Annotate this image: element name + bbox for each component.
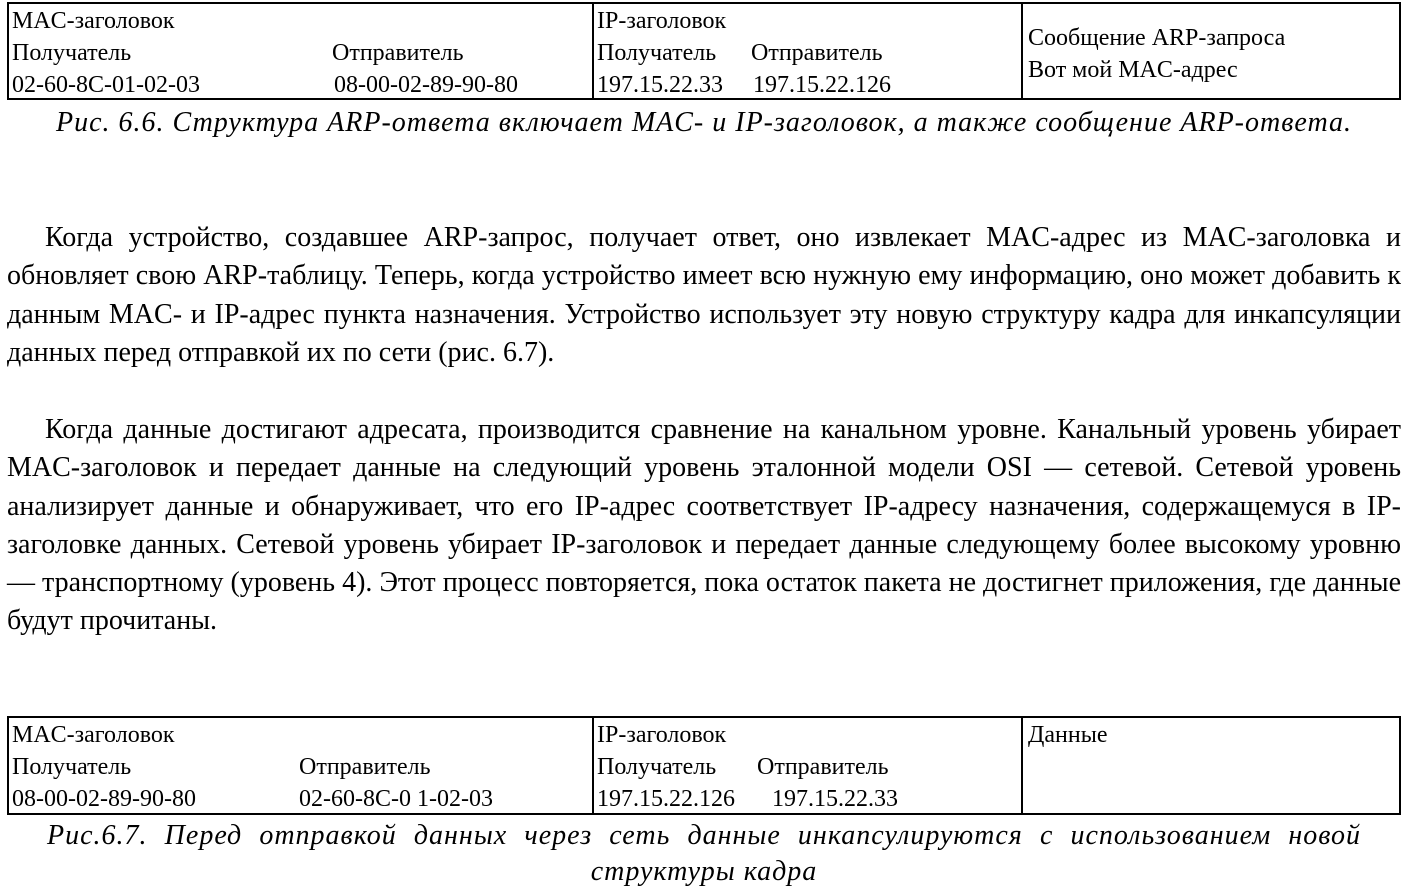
mac-sender-label: Отправитель xyxy=(299,754,431,780)
ip-header-title: IP-заголовок xyxy=(597,8,727,34)
body-paragraph-2: Когда данные достигают адресата, производится сравнение на канальном уровне. Канальный уровень убирает MAC-заголовок и передает данные на следующий уровень эталонной модели OSI — сетевой. Сетевой уровень анализирует данные и обнаруживает, что его IP-адрес соответствует IP-адресу назначения, содержащемуся в IP-заголовке данных. Сетевой уровень убирает IP-заголовок и передает данные следующему более высокому уровню — транспортному (уровень 4). Этот процесс повторяется, пока остаток пакета не достигнет приложения, где данные будут прочитаны. xyxy=(7,414,1401,637)
mac-sender-value: 02-60-8C-0 1-02-03 xyxy=(299,786,493,812)
mac-recipient-label: Получатель xyxy=(12,754,132,780)
mac-header-title: MAC-заголовок xyxy=(12,722,175,748)
ip-recipient-label: Получатель xyxy=(597,40,717,66)
mac-recipient-value: 02-60-8C-01-02-03 xyxy=(12,72,200,98)
encapsulated-frame-diagram xyxy=(7,716,1401,815)
mac-sender-label: Отправитель xyxy=(332,40,464,66)
ip-sender-value: 197.15.22.33 xyxy=(772,786,898,812)
data-title: Данные xyxy=(1028,722,1108,748)
body-paragraph-1: Когда устройство, создавшее ARP-запрос, получает ответ, оно извлекает MAC-адрес из MAC-заголовка и обновляет свою ARP-таблицу. Теперь, когда устройство имеет всю нужную ему информацию, оно может добавить к данным MAC- и IP-адрес пункта назначения. Устройство использует эту новую структуру кадра для инкапсуляции данных перед отправкой их по сети (рис. 6.7). xyxy=(7,222,1401,368)
ip-recipient-value: 197.15.22.126 xyxy=(597,786,735,812)
data-cell xyxy=(1021,718,1399,813)
ip-sender-value: 197.15.22.126 xyxy=(753,72,891,98)
arp-reply-frame-diagram xyxy=(7,2,1401,100)
arp-message-line2: Вот мой MAC-адрес xyxy=(1028,57,1238,83)
figure-6-7-caption: Рис.6.7. Перед отправкой данных через сеть данные инкапсулируются с использованием новой структуры кадра xyxy=(47,820,1361,887)
ip-sender-label: Отправитель xyxy=(757,754,889,780)
arp-message-cell xyxy=(1021,4,1399,98)
ip-header-cell xyxy=(592,4,1021,98)
mac-sender-value: 08-00-02-89-90-80 xyxy=(334,72,518,98)
mac-header-cell xyxy=(9,718,592,813)
ip-sender-label: Отправитель xyxy=(751,40,883,66)
ip-header-cell xyxy=(592,718,1021,813)
ip-recipient-label: Получатель xyxy=(597,754,717,780)
mac-recipient-value: 08-00-02-89-90-80 xyxy=(12,786,196,812)
mac-header-title: MAC-заголовок xyxy=(12,8,175,34)
figure-6-6-caption: Рис. 6.6. Структура ARP-ответа включает MAC- и IP-заголовок, а также сообщение ARP-ответа. xyxy=(55,107,1353,138)
ip-header-title: IP-заголовок xyxy=(597,722,727,748)
mac-recipient-label: Получатель xyxy=(12,40,132,66)
ip-recipient-value: 197.15.22.33 xyxy=(597,72,723,98)
arp-message-line1: Сообщение ARP-запроса xyxy=(1028,25,1286,51)
mac-header-cell xyxy=(9,4,592,98)
